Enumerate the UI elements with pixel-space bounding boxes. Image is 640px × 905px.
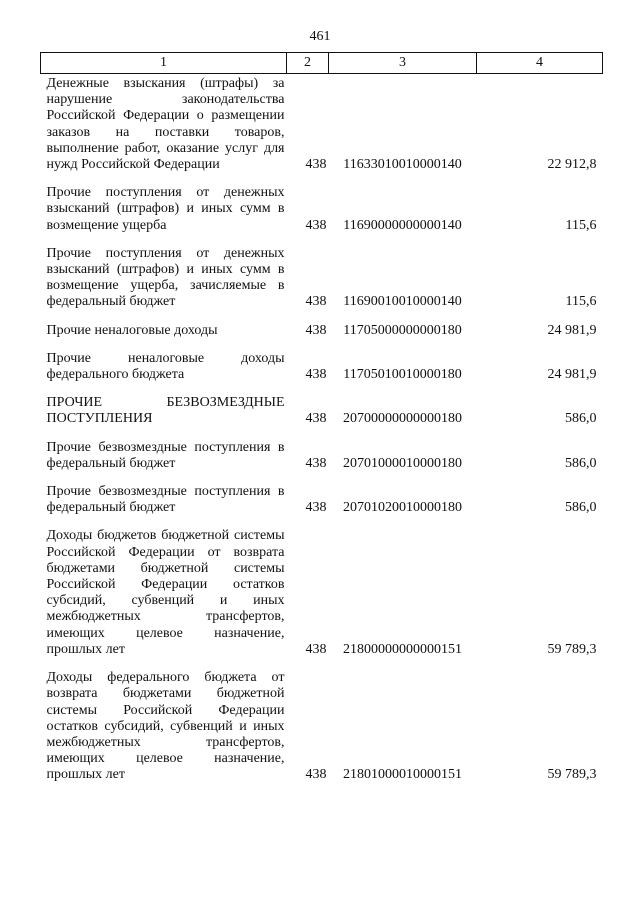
row-admin-code: 438 — [305, 641, 327, 657]
row-budget-code: 21800000000000151 — [343, 641, 462, 657]
row-budget-code: 20701000010000180 — [343, 455, 462, 471]
row-budget-code: 20701020010000180 — [343, 500, 462, 516]
row-budget-code: 11705000000000180 — [343, 322, 462, 338]
page-number: 461 — [309, 29, 331, 44]
row-name: ПРОЧИЕ БЕЗВОЗМЕЗДНЫЕ ПОСТУПЛЕНИЯ — [46, 395, 285, 427]
row-amount: 24 981,9 — [547, 367, 597, 383]
row-admin-code: 438 — [305, 455, 327, 471]
row-name: Прочие поступления от денежных взысканий (штрафов) и иных сумм в возмещение ущерба, зачисляемые в федеральный бюджет — [46, 245, 285, 310]
row-amount: 115,6 — [565, 217, 597, 233]
table-row — [41, 311, 603, 339]
row-amount: 586,0 — [565, 411, 597, 427]
row-amount: 22 912,8 — [547, 157, 597, 173]
row-budget-code: 11690000000000140 — [343, 217, 462, 233]
row-name: Доходы бюджетов бюджетной системы Российской Федерации от возврата бюджетами бюджетной системы Российской Федерации остатков субсидий, субвенций и иных межбюджетных трансфертов, имеющих целевое назначение, прошлых лет — [46, 528, 285, 657]
header-col-1: 1 — [41, 53, 287, 74]
row-budget-code: 20700000000000180 — [343, 411, 462, 427]
row-amount: 115,6 — [565, 294, 597, 310]
table-row — [41, 658, 603, 783]
row-name: Прочие безвозмездные поступления в федеральный бюджет — [46, 484, 285, 516]
row-budget-code: 11705010010000180 — [343, 367, 462, 383]
table-row — [41, 74, 603, 174]
row-name: Прочие безвозмездные поступления в федеральный бюджет — [46, 439, 285, 471]
row-name: Прочие неналоговые доходы федерального бюджета — [46, 350, 285, 383]
row-amount: 586,0 — [565, 500, 597, 516]
row-admin-code: 438 — [305, 157, 327, 173]
row-name: Прочие неналоговые доходы — [46, 322, 218, 338]
row-admin-code: 438 — [305, 322, 327, 338]
row-amount: 24 981,9 — [547, 322, 597, 338]
row-amount: 59 789,3 — [547, 767, 597, 783]
table-row — [41, 516, 603, 658]
row-admin-code: 438 — [305, 367, 327, 383]
row-admin-code: 438 — [305, 767, 327, 783]
row-budget-code: 11690010010000140 — [343, 294, 462, 310]
row-admin-code: 438 — [305, 500, 327, 516]
row-name: Доходы федерального бюджета от возврата бюджетами бюджетной системы Российской Федерации остатков субсидий, субвенций и иных межбюджетных трансфертов, имеющих целевое назначение, прошлых лет — [46, 670, 285, 783]
table-row — [41, 339, 603, 383]
row-admin-code: 438 — [305, 411, 327, 427]
table-row — [41, 234, 603, 311]
row-name: Прочие поступления от денежных взысканий (штрафов) и иных сумм в возмещение ущерба — [46, 185, 285, 233]
row-budget-code: 11633010010000140 — [343, 157, 462, 173]
row-amount: 586,0 — [565, 455, 597, 471]
row-amount: 59 789,3 — [547, 641, 597, 657]
budget-table — [40, 52, 603, 784]
table-row — [41, 383, 603, 427]
row-budget-code: 21801000010000151 — [343, 767, 462, 783]
table-row — [41, 173, 603, 234]
table-row — [41, 472, 603, 516]
table-header-row — [41, 53, 603, 74]
header-col-4: 4 — [477, 53, 603, 74]
row-admin-code: 438 — [305, 217, 327, 233]
header-col-2: 2 — [287, 53, 329, 74]
row-name: Денежные взыскания (штрафы) за нарушение законодательства Российской Федерации о размещении заказов на поставки товаров, выполнение работ, оказание услуг для нужд Российской Федерации — [46, 76, 285, 173]
table-row — [41, 428, 603, 472]
header-col-3: 3 — [329, 53, 477, 74]
row-admin-code: 438 — [305, 294, 327, 310]
